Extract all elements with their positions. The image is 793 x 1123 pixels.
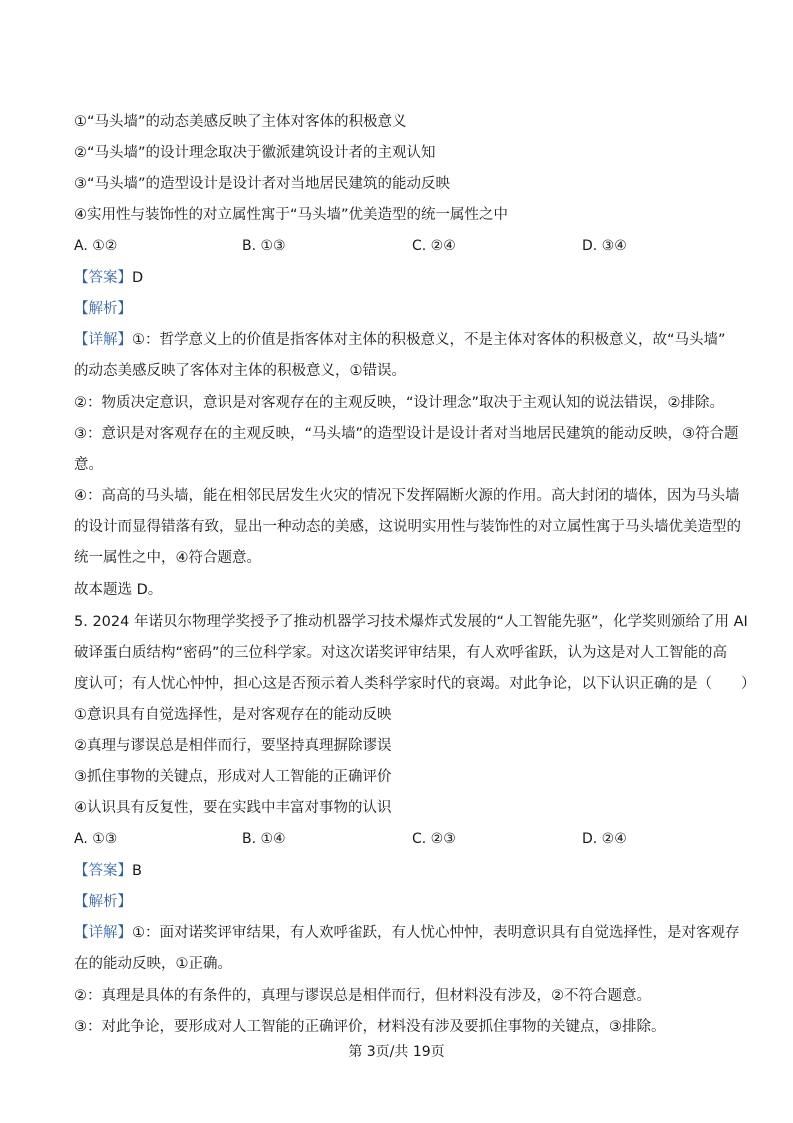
q5-choices [74,831,734,851]
q4-choice-c: C. ②④ [412,238,456,254]
q5-answer-value: B [132,863,142,879]
q5-option-3: ③抓住事物的关键点，形成对人工智能的正确评价 [74,769,392,785]
q5-detail-line-2: 在的能动反映，①正确。 [74,956,232,972]
q4-detail-line-8: 统一属性之中，④符合题意。 [74,550,261,566]
q5-stem-line-1: 5. 2024 年诺贝尔物理学奖授予了推动机器学习技术爆炸式发展的“人工智能先驱”，化学奖则颁给了用 AI [74,614,748,630]
q4-analysis-heading [74,299,734,319]
q4-detail-line-5: 意。 [74,457,103,473]
q5-detail-line-3: ②：真理是具体的有条件的，真理与谬误总是相伴而行，但材料没有涉及，②不符合题意。 [74,988,651,1004]
q4-option-4: ④实用性与装饰性的对立属性寓于“马头墙”优美造型的统一属性之中 [74,207,509,223]
q5-choice-a: A. ①③ [74,831,118,847]
q4-detail-line-6: ④：高高的马头墙，能在相邻民居发生火灾的情况下发挥隔断火源的作用。高大封闭的墙体，因为马头墙 [74,488,740,504]
q5-choice-c: C. ②③ [412,831,456,847]
q5-detail-tag: 【详解】 [74,925,132,941]
q4-detail-text-1: ①：哲学意义上的价值是指客体对主体的积极意义，不是主体对客体的积极意义，故“马头墙” [132,332,726,348]
q5-choice-b: B. ①④ [242,831,286,847]
q4-detail-line-2: 的动态美感反映了客体对主体的积极意义，①错误。 [74,363,406,379]
q4-detail-line-4: ③：意识是对客观存在的主观反映，“马头墙”的造型设计是设计者对当地居民建筑的能动反映，③符合题 [74,426,739,442]
q5-option-4: ④认识具有反复性，要在实践中丰富对事物的认识 [74,800,392,816]
q4-choice-b: B. ①③ [242,238,286,254]
q4-choices [74,238,734,258]
q5-detail-line-4: ③：对此争论，要形成对人工智能的正确评价，材料没有涉及要抓住事物的关键点，③排除。 [74,1019,666,1035]
q5-option-1: ①意识具有自觉选择性，是对客观存在的能动反映 [74,707,392,723]
q5-detail-line-1 [74,923,740,943]
q5-option-2: ②真理与谬误总是相伴而行，要坚持真理摒除谬误 [74,738,392,754]
q4-answer-value: D [132,270,144,286]
q4-answer [74,268,734,288]
q5-detail-text-1: ①：面对诺奖评审结果，有人欢呼雀跃，有人忧心忡忡，表明意识具有自觉选择性，是对客观存 [132,925,740,941]
q4-conclusion: 故本题选 D。 [74,582,163,598]
q4-detail-line-3: ②：物质决定意识，意识是对客观存在的主观反映，“设计理念”取决于主观认知的说法错误，②排除。 [74,395,725,411]
q5-analysis-tag: 【解析】 [74,894,132,910]
q4-option-1: ①“马头墙”的动态美感反映了主体对客体的积极意义 [74,114,407,130]
q4-detail-tag: 【详解】 [74,332,132,348]
q4-detail-line-1 [74,330,734,350]
q4-choice-d: D. ③④ [582,238,627,254]
q4-option-2: ②“马头墙”的设计理念取决于徽派建筑设计者的主观认知 [74,145,436,161]
page-footer: 第 3页/共 19页 [348,1044,445,1060]
q5-answer [74,861,734,881]
q4-detail-line-7: 的设计而显得错落有致，显出一种动态的美感，这说明实用性与装饰性的对立属性寓于马头墙优美造型的 [74,519,741,535]
q5-stem-line-3: 度认可；有人忧心忡忡，担心这是否预示着人类科学家时代的衰竭。对此争论，以下认识正确的是（ ） [74,676,756,692]
q4-answer-tag: 【答案】 [74,270,132,286]
q5-choice-d: D. ②④ [582,831,627,847]
q4-choice-a: A. ①② [74,238,118,254]
q4-option-3: ③“马头墙”的造型设计是设计者对当地居民建筑的能动反映 [74,176,451,192]
q5-stem-line-2: 破译蛋白质结构“密码”的三位科学家。对这次诺奖评审结果，有人欢呼雀跃，认为这是对人工智能的高 [74,645,728,661]
q5-answer-tag: 【答案】 [74,863,132,879]
q5-analysis-heading [74,892,734,912]
q4-analysis-tag: 【解析】 [74,301,132,317]
